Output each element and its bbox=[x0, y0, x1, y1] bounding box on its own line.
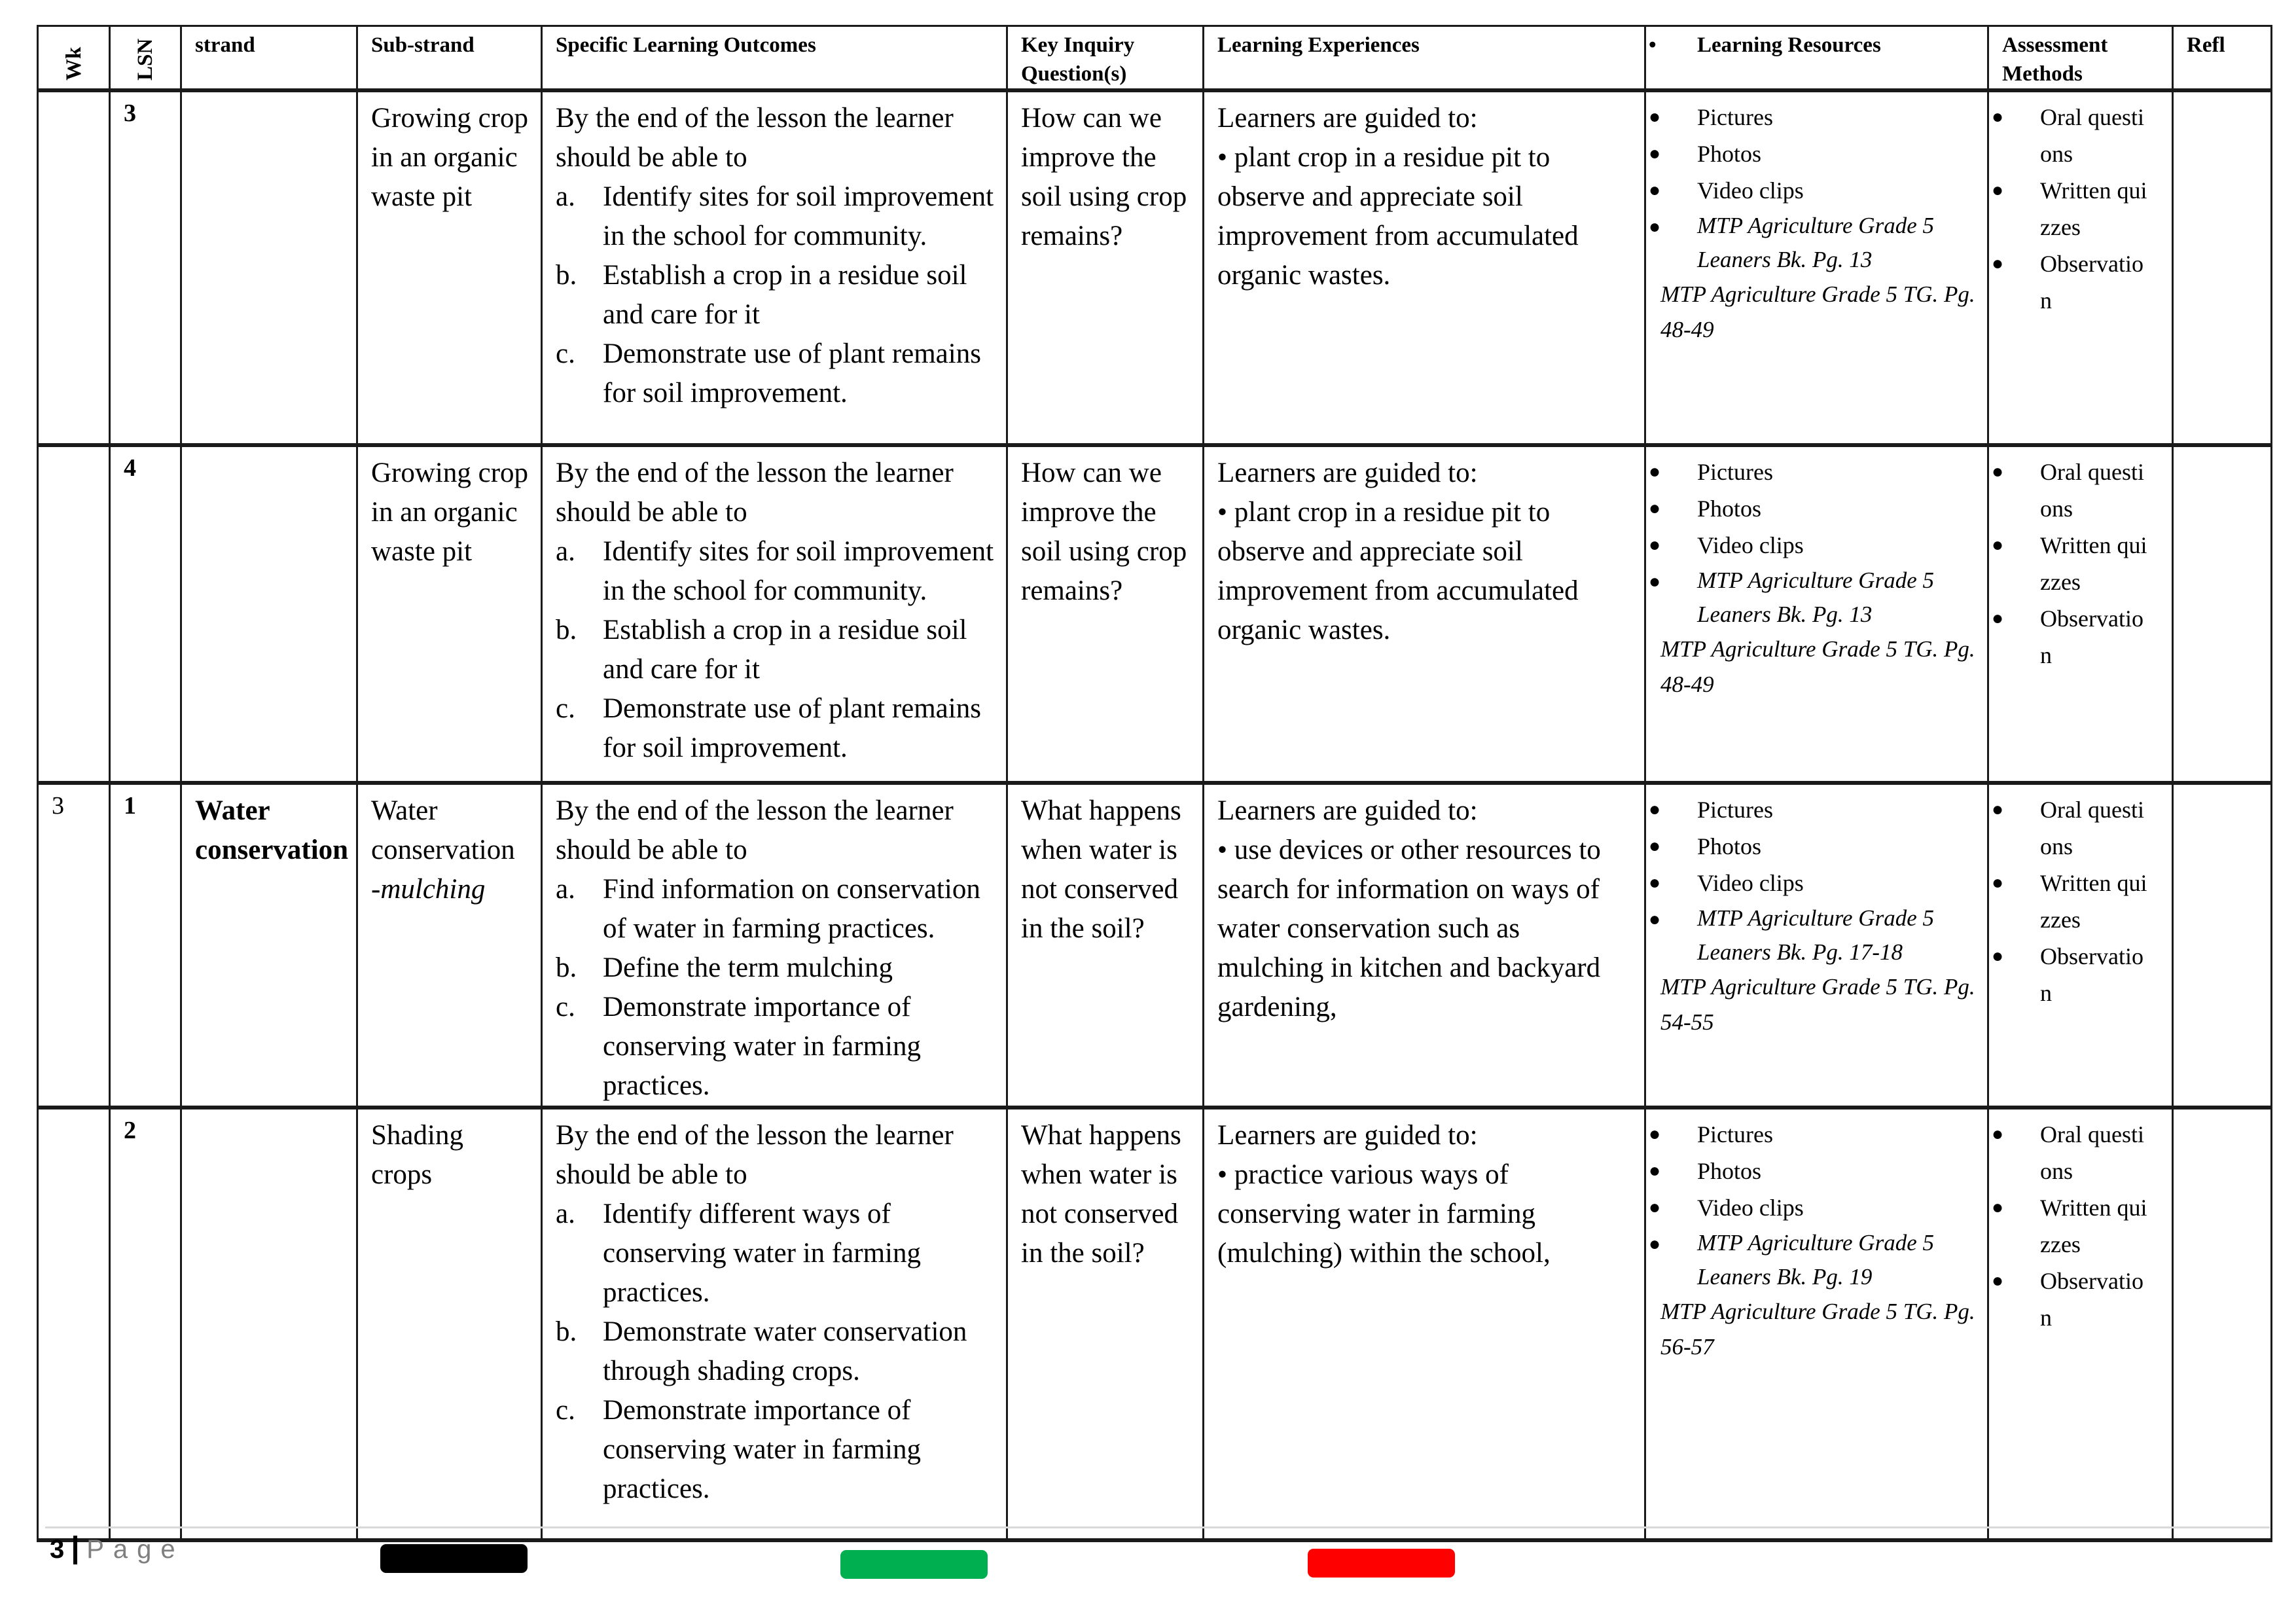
bullet-icon: ● bbox=[1649, 461, 1661, 482]
bullet-icon: ● bbox=[1992, 607, 2004, 629]
bullet-icon: ● bbox=[1992, 1123, 2004, 1145]
outcome-label: a. bbox=[556, 536, 575, 567]
outcome-item bbox=[556, 948, 994, 988]
bullet-icon: ● bbox=[1649, 872, 1661, 893]
outcome-text: Find information on conservation of water in farming practices. bbox=[603, 874, 980, 944]
lesson-number-cell: 1 bbox=[110, 783, 181, 1108]
learning-outcomes-cell: By the end of the lesson the learner should be able to a. Identify different ways of conserving water in farming practices. b. Demonstrate water conservation through shading crops. c. Demonstrate importance of conserving water in farming practices. bbox=[542, 1108, 1007, 1540]
outcome-item bbox=[556, 256, 994, 334]
assessment-item: ● Oral questions bbox=[1992, 1116, 2160, 1189]
outcome-item bbox=[556, 870, 994, 948]
bullet-icon: ● bbox=[1992, 1197, 2004, 1218]
assessment-methods-cell bbox=[1988, 90, 2173, 445]
scheme-of-work-table bbox=[37, 25, 2272, 1542]
assessment-item: ● Written quizzes bbox=[1992, 527, 2160, 600]
resource-item: ● Video clips bbox=[1649, 172, 1975, 209]
bullet-icon: ● bbox=[1649, 216, 1661, 238]
resource-item: ● MTP Agriculture Grade 5 Leaners Bk. Pg. 13 bbox=[1649, 564, 1975, 632]
assessment-item: ● Written quizzes bbox=[1992, 1189, 2160, 1263]
header-inquiry: Key Inquiry Question(s) bbox=[1007, 26, 1204, 91]
header-lsn: LSN bbox=[110, 26, 181, 91]
resource-item: ● Pictures bbox=[1649, 454, 1975, 490]
reflection-cell bbox=[2173, 445, 2272, 783]
header-experiences: Learning Experiences bbox=[1204, 26, 1645, 91]
bullet-icon: ● bbox=[1992, 461, 2004, 482]
outcome-label: c. bbox=[556, 992, 575, 1022]
outcome-text: Establish a crop in a residue soil and care for it bbox=[603, 615, 967, 685]
outcome-label: c. bbox=[556, 693, 575, 724]
bullet-icon: ● bbox=[1992, 106, 2004, 128]
learning-resources-cell: ● Pictures ● Photos ● Video clips ● MTP Agriculture Grade 5 Leaners Bk. Pg. 13 MTP Agriculture Grade 5 TG. Pg. 48-49 bbox=[1645, 445, 1988, 783]
assessment-item: ● Observation bbox=[1992, 1263, 2160, 1336]
assessment-item: ● Oral questions bbox=[1992, 99, 2160, 172]
outcome-label: c. bbox=[556, 1395, 575, 1426]
bullet-icon: ● bbox=[1992, 799, 2004, 820]
assessment-item: ● Observation bbox=[1992, 938, 2160, 1011]
assessment-methods-cell bbox=[1988, 783, 2173, 1108]
resource-item: ● Video clips bbox=[1649, 865, 1975, 901]
header-assessment: Assessment Methods bbox=[1988, 26, 2173, 91]
strand-cell bbox=[181, 90, 357, 445]
black-color-bar bbox=[380, 1544, 528, 1573]
bullet-icon: ● bbox=[1649, 1233, 1661, 1255]
assessment-item: ● Observation bbox=[1992, 245, 2160, 319]
strand-cell bbox=[181, 445, 357, 783]
resource-item: ● MTP Agriculture Grade 5 Leaners Bk. Pg. 19 bbox=[1649, 1226, 1975, 1294]
outcome-item bbox=[556, 988, 994, 1106]
resource-item: ● Photos bbox=[1649, 135, 1975, 172]
resource-item: ● Pictures bbox=[1649, 791, 1975, 828]
reflection-cell bbox=[2173, 783, 2272, 1108]
outcome-item bbox=[556, 177, 994, 256]
sub-strand-cell: Growing crop in an organic waste pit bbox=[357, 90, 542, 445]
outcome-text: Identify sites for soil improvement in the school for community. bbox=[603, 536, 994, 606]
lesson-number-cell: 2 bbox=[110, 1108, 181, 1540]
assessment-item: ● Oral questions bbox=[1992, 791, 2160, 865]
bullet-icon: ● bbox=[1992, 253, 2004, 274]
outcome-item bbox=[556, 611, 994, 689]
bullet-icon: ● bbox=[1649, 534, 1661, 556]
sub-strand-cell: Growing crop in an organic waste pit bbox=[357, 445, 542, 783]
outcome-item bbox=[556, 689, 994, 768]
outcome-text: Demonstrate importance of conserving water in farming practices. bbox=[603, 992, 921, 1101]
resource-item: ● Video clips bbox=[1649, 1189, 1975, 1226]
outcome-text: Establish a crop in a residue soil and care for it bbox=[603, 260, 967, 330]
outcome-item bbox=[556, 334, 994, 413]
outcome-label: a. bbox=[556, 874, 575, 905]
outcome-label: a. bbox=[556, 1199, 575, 1229]
bullet-icon: ● bbox=[1649, 497, 1661, 519]
footer-divider bbox=[45, 1526, 2270, 1528]
resource-item: ● MTP Agriculture Grade 5 Leaners Bk. Pg. 13 bbox=[1649, 209, 1975, 277]
outcome-label: b. bbox=[556, 952, 577, 983]
page-number: 3 Page bbox=[50, 1535, 185, 1564]
learning-outcomes-cell: By the end of the lesson the learner should be able to a. Identify sites for soil improvement in the school for community. b. Establish a crop in a residue soil and care for it c. Demonstrate use of plant remains for soil improvement. bbox=[542, 445, 1007, 783]
inquiry-question-cell: How can we improve the soil using crop remains? bbox=[1007, 445, 1204, 783]
resource-item: ● Photos bbox=[1649, 1153, 1975, 1189]
header-sub-strand: Sub-strand bbox=[357, 26, 542, 91]
header-strand: strand bbox=[181, 26, 357, 91]
learning-resources-cell: ● Pictures ● Photos ● Video clips ● MTP Agriculture Grade 5 Leaners Bk. Pg. 13 MTP Agriculture Grade 5 TG. Pg. 48-49 bbox=[1645, 90, 1988, 445]
table-row bbox=[38, 783, 2272, 1108]
week-cell bbox=[38, 1108, 110, 1540]
resource-item: ● Video clips bbox=[1649, 527, 1975, 564]
assessment-item: ● Written quizzes bbox=[1992, 172, 2160, 245]
outcome-text: Identify different ways of conserving water in farming practices. bbox=[603, 1199, 921, 1308]
learning-outcomes-cell: By the end of the lesson the learner should be able to a. Find information on conservation of water in farming practices. b. Define the term mulching c. Demonstrate importance of conserving water in farming practices. bbox=[542, 783, 1007, 1108]
learning-resources-cell: ● Pictures ● Photos ● Video clips ● MTP Agriculture Grade 5 Leaners Bk. Pg. 19 MTP Agriculture Grade 5 TG. Pg. 56-57 bbox=[1645, 1108, 1988, 1540]
bullet-icon: ● bbox=[1992, 872, 2004, 893]
outcome-text: Demonstrate water conservation through shading crops. bbox=[603, 1316, 967, 1386]
learning-experiences-cell: Learners are guided to: • use devices or other resources to search for information on ways of water conservation such as mulching in kitchen and backyard gardening, bbox=[1204, 783, 1645, 1108]
outcome-text: Demonstrate use of plant remains for soil improvement. bbox=[603, 693, 981, 763]
table-row bbox=[38, 1108, 2272, 1540]
bullet-icon: ● bbox=[1649, 835, 1661, 857]
strand-cell bbox=[181, 1108, 357, 1540]
assessment-item: ● Written quizzes bbox=[1992, 865, 2160, 938]
inquiry-question-cell: How can we improve the soil using crop remains? bbox=[1007, 90, 1204, 445]
header-row bbox=[38, 26, 2272, 91]
outcome-label: a. bbox=[556, 181, 575, 212]
outcome-label: b. bbox=[556, 1316, 577, 1347]
header-reflection: Refl bbox=[2173, 26, 2272, 91]
bullet-icon: ● bbox=[1649, 179, 1661, 201]
assessment-methods-cell bbox=[1988, 1108, 2173, 1540]
bullet-icon: ● bbox=[1649, 1160, 1661, 1182]
reflection-cell bbox=[2173, 1108, 2272, 1540]
bullet-icon: ● bbox=[1649, 571, 1661, 592]
outcome-label: b. bbox=[556, 260, 577, 291]
resource-item: ● Pictures bbox=[1649, 1116, 1975, 1153]
outcome-text: Define the term mulching bbox=[603, 952, 893, 983]
outcome-item bbox=[556, 1312, 994, 1391]
bullet-icon: ● bbox=[1649, 1123, 1661, 1145]
bullet-icon: ● bbox=[1992, 179, 2004, 201]
outcome-label: c. bbox=[556, 338, 575, 369]
resource-item: ● Pictures bbox=[1649, 99, 1975, 135]
outcome-label: b. bbox=[556, 615, 577, 645]
separator-bar bbox=[73, 1536, 77, 1564]
table-row bbox=[38, 90, 2272, 445]
week-cell bbox=[38, 90, 110, 445]
sub-strand-cell: Water conservation -mulching bbox=[357, 783, 542, 1108]
lesson-number-cell: 3 bbox=[110, 90, 181, 445]
assessment-item: ● Observation bbox=[1992, 600, 2160, 674]
table-row bbox=[38, 445, 2272, 783]
week-cell bbox=[38, 445, 110, 783]
inquiry-question-cell: What happens when water is not conserved in the soil? bbox=[1007, 1108, 1204, 1540]
outcome-text: Demonstrate importance of conserving water in farming practices. bbox=[603, 1395, 921, 1504]
bullet-icon: • bbox=[1649, 33, 1657, 57]
red-color-bar bbox=[1308, 1549, 1455, 1578]
learning-resources-cell: ● Pictures ● Photos ● Video clips ● MTP Agriculture Grade 5 Leaners Bk. Pg. 17-18 MTP Agriculture Grade 5 TG. Pg. 54-55 bbox=[1645, 783, 1988, 1108]
learning-experiences-cell: Learners are guided to: • practice various ways of conserving water in farming (mulching) within the school, bbox=[1204, 1108, 1645, 1540]
bullet-icon: ● bbox=[1649, 799, 1661, 820]
outcome-item bbox=[556, 1195, 994, 1312]
bullet-icon: ● bbox=[1649, 106, 1661, 128]
assessment-item: ● Oral questions bbox=[1992, 454, 2160, 527]
bullet-icon: ● bbox=[1649, 1197, 1661, 1218]
resource-item: ● MTP Agriculture Grade 5 Leaners Bk. Pg. 17-18 bbox=[1649, 901, 1975, 969]
header-outcomes: Specific Learning Outcomes bbox=[542, 26, 1007, 91]
bullet-icon: ● bbox=[1649, 143, 1661, 164]
assessment-methods-cell bbox=[1988, 445, 2173, 783]
strand-cell: Water conservation bbox=[181, 783, 357, 1108]
lesson-number-cell: 4 bbox=[110, 445, 181, 783]
learning-experiences-cell: Learners are guided to: • plant crop in a residue pit to observe and appreciate soil improvement from accumulated organic wastes. bbox=[1204, 445, 1645, 783]
outcome-item bbox=[556, 1391, 994, 1509]
inquiry-question-cell: What happens when water is not conserved in the soil? bbox=[1007, 783, 1204, 1108]
sub-strand-cell: Shading crops bbox=[357, 1108, 542, 1540]
resource-item: ● Photos bbox=[1649, 828, 1975, 865]
resource-item: ● Photos bbox=[1649, 490, 1975, 527]
outcome-item bbox=[556, 532, 994, 611]
outcome-text: Identify sites for soil improvement in the school for community. bbox=[603, 181, 994, 251]
bullet-icon: ● bbox=[1992, 945, 2004, 967]
bullet-icon: ● bbox=[1649, 909, 1661, 930]
outcome-text: Demonstrate use of plant remains for soil improvement. bbox=[603, 338, 981, 408]
header-resources: • Learning Resources bbox=[1645, 26, 1988, 91]
learning-outcomes-cell: By the end of the lesson the learner should be able to a. Identify sites for soil improvement in the school for community. b. Establish a crop in a residue soil and care for it c. Demonstrate use of plant remains for soil improvement. bbox=[542, 90, 1007, 445]
bullet-icon: ● bbox=[1992, 534, 2004, 556]
reflection-cell bbox=[2173, 90, 2272, 445]
header-wk: Wk bbox=[38, 26, 110, 91]
green-color-bar bbox=[840, 1550, 988, 1579]
week-cell: 3 bbox=[38, 783, 110, 1108]
learning-experiences-cell: Learners are guided to: • plant crop in a residue pit to observe and appreciate soil improvement from accumulated organic wastes. bbox=[1204, 90, 1645, 445]
bullet-icon: ● bbox=[1992, 1270, 2004, 1291]
